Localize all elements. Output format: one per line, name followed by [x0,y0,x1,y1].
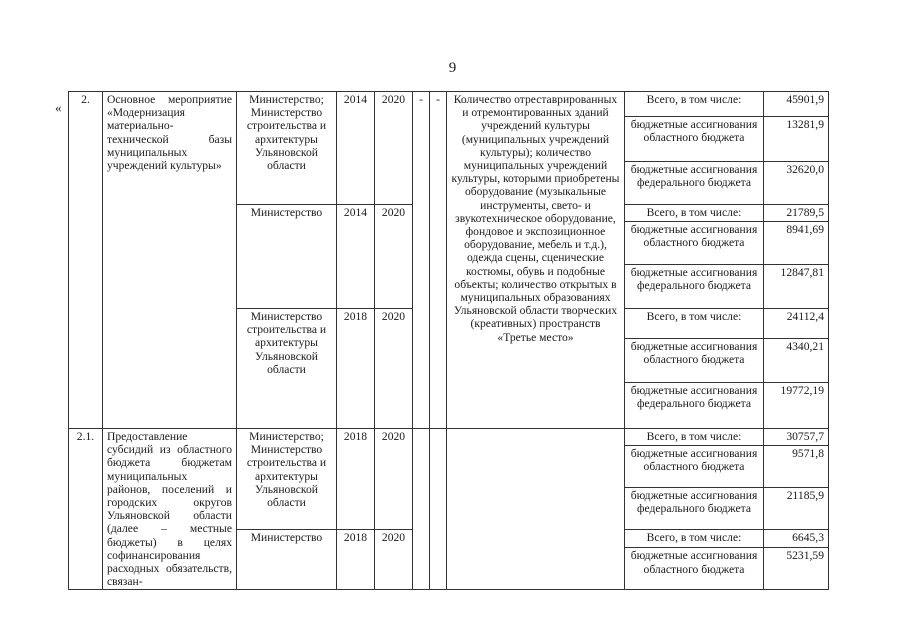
total-label: Всего, в том числе: [625,92,764,117]
regional-value: 13281,9 [764,117,829,162]
regional-label: бюджетные ассигнования областного бюджета [625,339,764,383]
page-number: 9 [448,60,457,76]
start-year: 2018 [337,309,375,429]
opening-quote: « [55,100,62,115]
total-value: 24112,4 [764,309,829,339]
regional-value: 9571,8 [764,446,829,488]
executor: Министерство [237,205,337,309]
total-label: Всего, в том числе: [625,530,764,548]
federal-label: бюджетные ассигнования федерального бюджета [625,383,764,429]
empty-cell [413,429,430,590]
empty-cell [430,429,447,590]
start-year: 2018 [337,530,375,590]
federal-label: бюджетные ассигнования федерального бюджета [625,265,764,309]
executor: Министерство [237,530,337,590]
end-year: 2020 [375,429,413,530]
dash-cell: - [413,92,430,429]
measure-name: Основное мероприятие «Модернизация материально-технической базы муниципальных учреждений культуры» [103,92,237,429]
total-label: Всего, в том числе: [625,205,764,222]
start-year: 2018 [337,429,375,530]
end-year: 2020 [375,309,413,429]
table-row [69,429,829,446]
regional-value: 5231,59 [764,548,829,590]
total-label: Всего, в том числе: [625,309,764,339]
federal-value: 21185,9 [764,488,829,530]
measure-name: Предоставление субсидий из областного бюджета бюджетам муниципальных районов, поселений и городских округов Ульяновской области (далее – местные бюджеты) в целях софинансирования расходных обязательств, связан- [103,429,237,590]
total-label: Всего, в том числе: [625,429,764,446]
regional-label: бюджетные ассигнования областного бюджета [625,548,764,590]
regional-value: 4340,21 [764,339,829,383]
indicators: Количество отреставрированных и отремонтированных зданий учреждений культуры (муниципальных учреждений культуры); количество муниципальных учреждений культуры, которыми приобретены оборудование (музыкальные инструменты, свето- и звукотехническое оборудование, фондовое и экспозиционное оборудование, мебель и т.д.), одежда сцены, сценические костюмы, обувь и подобные объекты; количество открытых в муниципальных образованиях Ульяновской области творческих (креативных) пространств «Третье место» [447,92,625,429]
row-number: 2. [69,92,103,429]
table-row [69,92,829,117]
regional-label: бюджетные ассигнования областного бюджета [625,446,764,488]
federal-label: бюджетные ассигнования федерального бюджета [625,488,764,530]
end-year: 2020 [375,530,413,590]
executor: Министерство; Министерство строительства и архитектуры Ульяновской области [237,429,337,530]
federal-value: 19772,19 [764,383,829,429]
regional-label: бюджетные ассигнования областного бюджета [625,117,764,162]
executor: Министерство строительства и архитектуры Ульяновской области [237,309,337,429]
end-year: 2020 [375,92,413,205]
federal-label: бюджетные ассигнования федерального бюджета [625,162,764,205]
executor: Министерство; Министерство строительства и архитектуры Ульяновской области [237,92,337,205]
federal-value: 32620,0 [764,162,829,205]
total-value: 21789,5 [764,205,829,222]
federal-value: 12847,81 [764,265,829,309]
start-year: 2014 [337,205,375,309]
start-year: 2014 [337,92,375,205]
total-value: 6645,3 [764,530,829,548]
total-value: 45901,9 [764,92,829,117]
empty-cell [447,429,625,590]
row-number: 2.1. [69,429,103,590]
regional-value: 8941,69 [764,222,829,265]
regional-label: бюджетные ассигнования областного бюджета [625,222,764,265]
dash-cell: - [430,92,447,429]
end-year: 2020 [375,205,413,309]
program-table [68,91,829,590]
total-value: 30757,7 [764,429,829,446]
